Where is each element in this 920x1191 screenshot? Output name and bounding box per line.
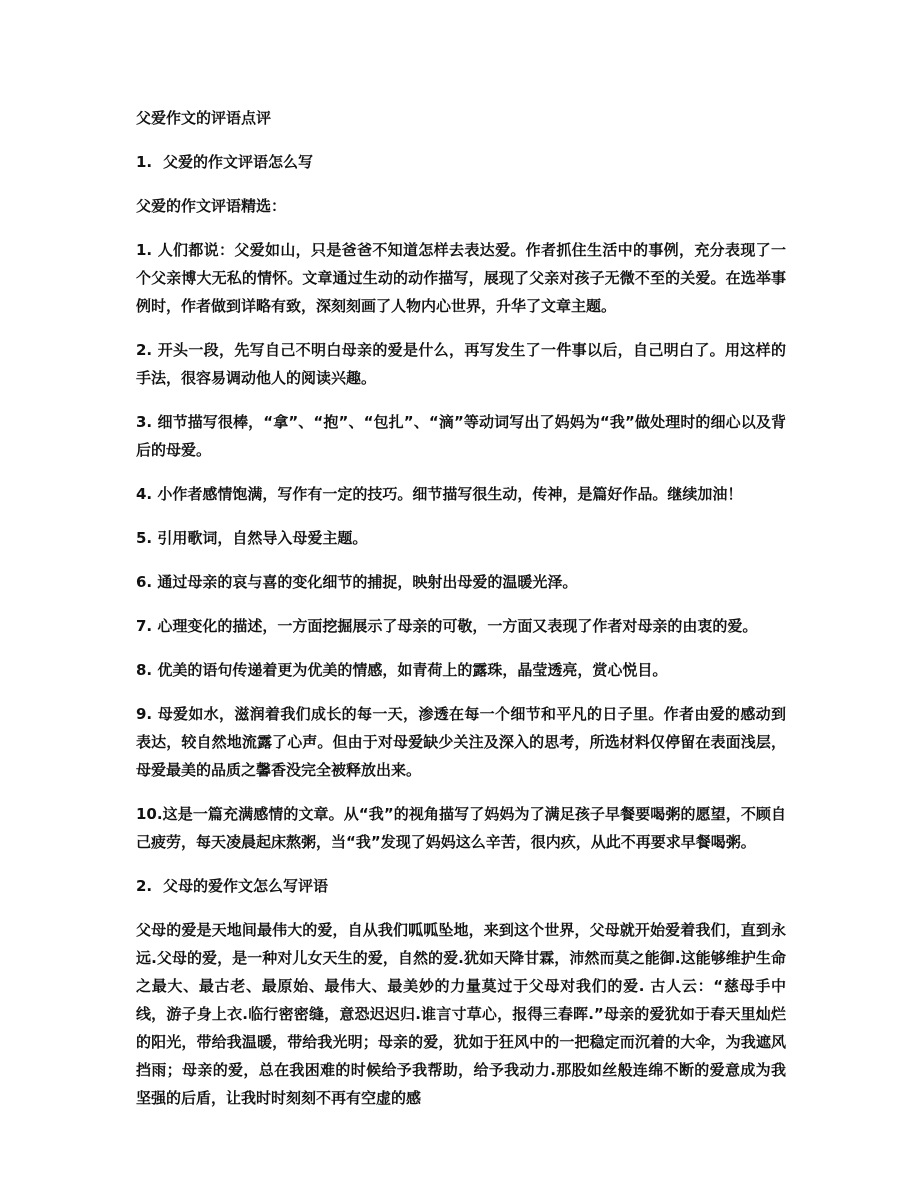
section-2-heading-text: 父母的爱作文怎么写评语	[163, 877, 329, 895]
comment-item-4: 4. 小作者感情饱满，写作有一定的技巧。细节描写很生动，传神，是篇好作品。继续加油！	[136, 485, 743, 503]
section-1-subheading: 父爱的作文评语精选：	[136, 197, 287, 215]
section-1-heading	[136, 148, 786, 176]
comment-item-3: 3. 细节描写很棒，“拿”、“抱”、“包扎”、“滴”等动词写出了妈妈为“我”做处理时的细心以及背后的母爱。	[136, 413, 786, 459]
section-2-number: 2.	[136, 877, 153, 895]
document-page	[136, 104, 786, 1112]
document-title: 父爱作文的评语点评	[136, 109, 272, 127]
comment-item-8: 8. 优美的语句传递着更为优美的情感，如青荷上的露珠，晶莹透亮，赏心悦目。	[136, 661, 668, 679]
section-1-number: 1.	[136, 153, 153, 171]
section-1-heading-text: 父爱的作文评语怎么写	[163, 153, 314, 171]
comment-item-6: 6. 通过母亲的哀与喜的变化细节的捕捉，映射出母爱的温暖光泽。	[136, 573, 578, 591]
comment-item-10: 10.这是一篇充满感情的文章。从“我”的视角描写了妈妈为了满足孩子早餐要喝粥的愿望，不顾自己疲劳，每天凌晨起床熬粥，当“我”发现了妈妈这么辛苦，很内疚，从此不再要求早餐喝粥。	[136, 805, 786, 851]
comment-item-5: 5. 引用歌词，自然导入母爱主题。	[136, 529, 368, 547]
comment-item-2: 2. 开头一段，先写自己不明白母亲的爱是什么，再写发生了一件事以后，自己明白了。用这样的手法，很容易调动他人的阅读兴趣。	[136, 341, 786, 387]
comment-item-9: 9. 母爱如水，滋润着我们成长的每一天，渗透在每一个细节和平凡的日子里。作者由爱的感动到表达，较自然地流露了心声。但由于对母爱缺少关注及深入的思考，所选材料仅停留在表面浅层，母爱最美的品质之馨香没完全被释放出来。	[136, 705, 786, 779]
section-2-paragraph: 父母的爱是天地间最伟大的爱，自从我们呱呱坠地，来到这个世界，父母就开始爱着我们，直到永远.父母的爱，是一种对儿女天生的爱，自然的爱.犹如天降甘霖，沛然而莫之能御.这能够维护生命之最大、最古老、最原始、最伟大、最美妙的力量莫过于父母对我们的爱. 古人云：“慈母手中线，游子身上衣.临行密密缝，意恐迟迟归.谁言寸草心，报得三春晖.”母亲的爱犹如于春天里灿烂的阳光，带给我温暖，带给我光明；母亲的爱，犹如于狂风中的一把稳定而沉着的大伞，为我遮风挡雨；母亲的爱，总在我困难的时候给予我帮助，给予我动力.那股如丝般连绵不断的爱意成为我坚强的后盾，让我时时刻刻不再有空虚的感	[136, 921, 786, 1107]
section-2-heading	[136, 872, 786, 900]
comment-item-7: 7. 心理变化的描述，一方面挖掘展示了母亲的可敬，一方面又表现了作者对母亲的由衷的爱。	[136, 617, 758, 635]
comment-item-1: 1. 人们都说：父爱如山，只是爸爸不知道怎样去表达爱。作者抓住生活中的事例，充分表现了一个父亲博大无私的情怀。文章通过生动的动作描写，展现了父亲对孩子无微不至的关爱。在选举事例时，作者做到详略有致，深刻刻画了人物内心世界，升华了文章主题。	[136, 241, 786, 315]
